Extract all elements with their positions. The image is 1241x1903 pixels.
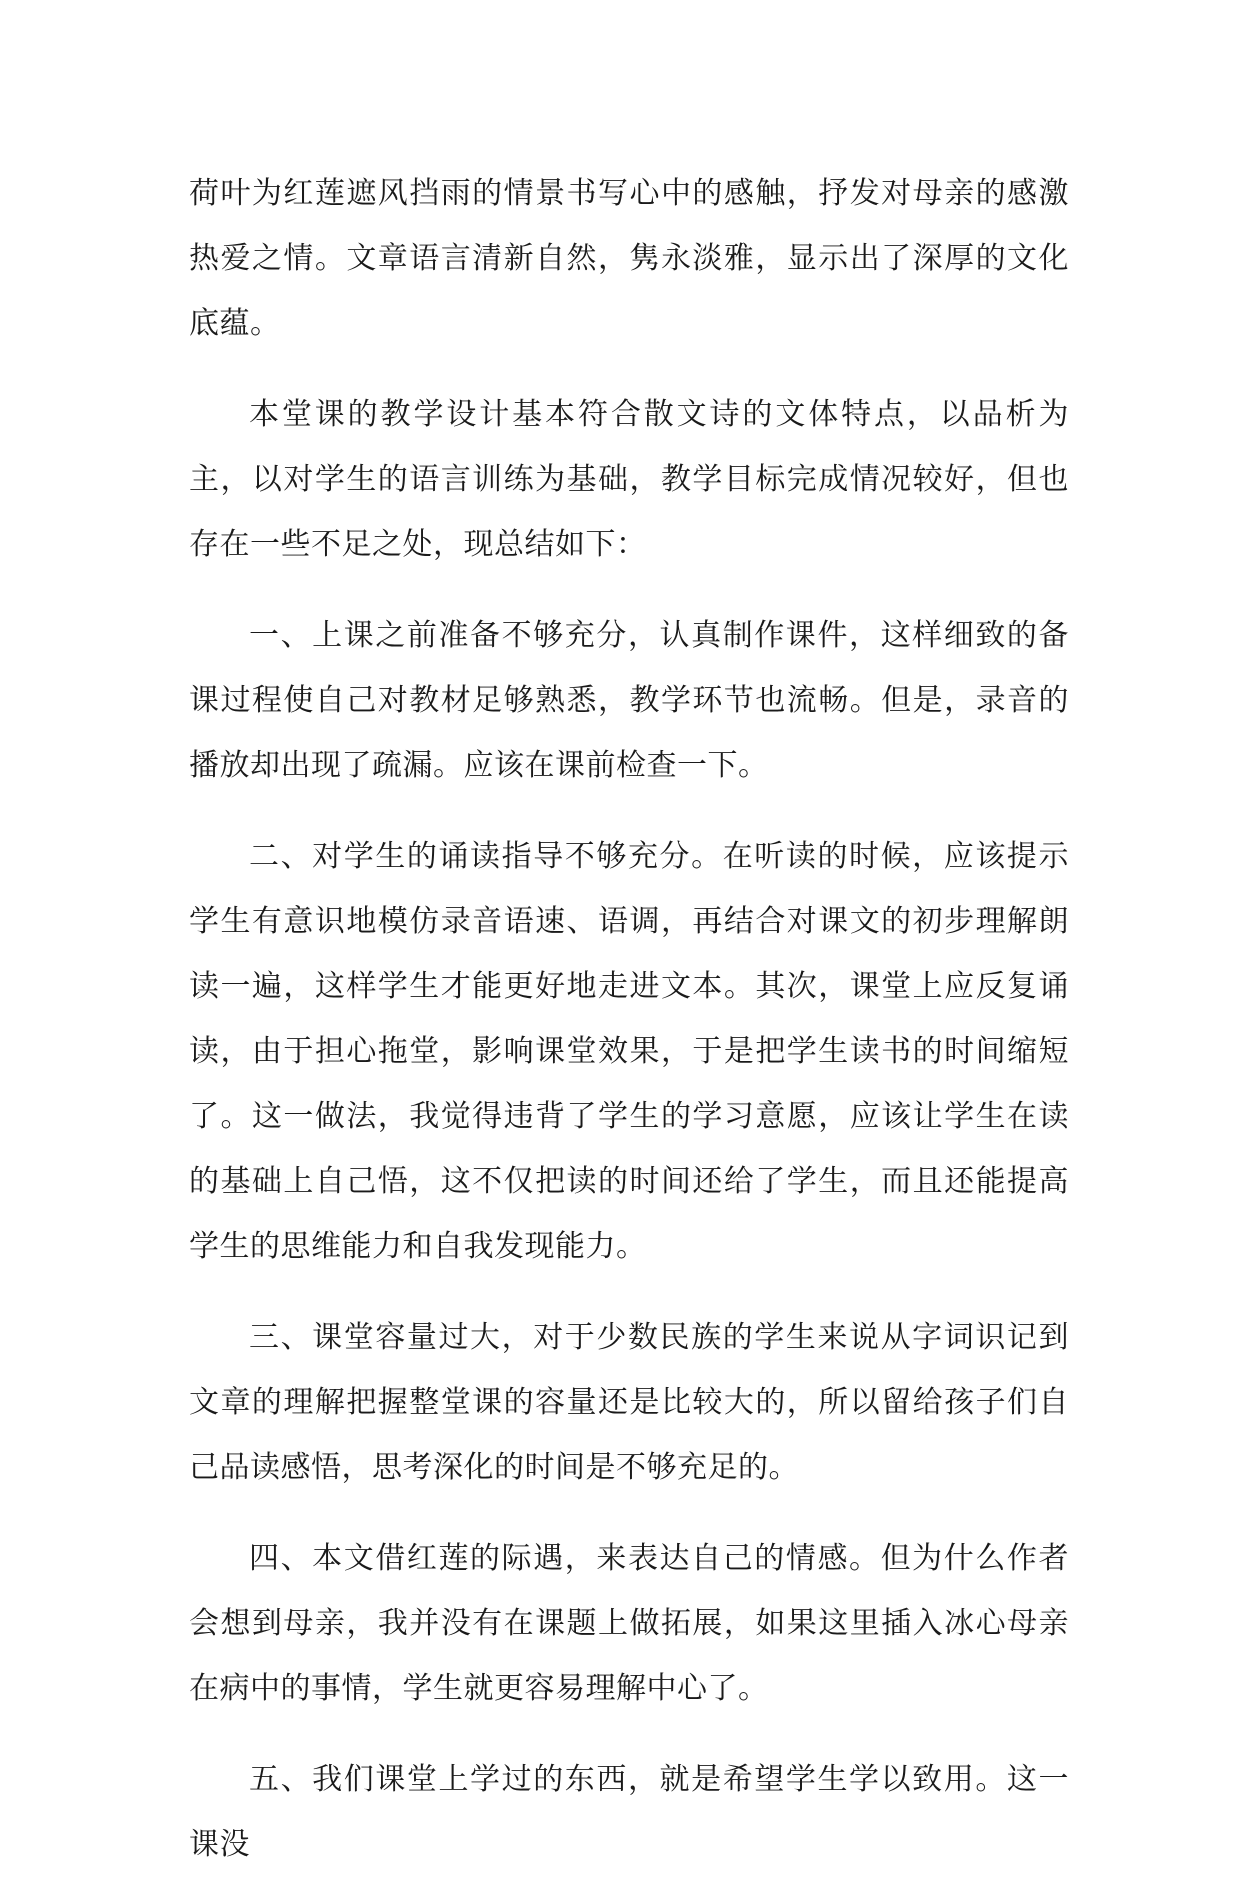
paragraph-point-4: 四、本文借红莲的际遇，来表达自己的情感。但为什么作者会想到母亲，我并没有在课题上做拓展，如果这里插入冰心母亲在病中的事情，学生就更容易理解中心了。: [189, 1541, 1069, 1706]
paragraph-continuation: 荷叶为红莲遮风挡雨的情景书写心中的感触，抒发对母亲的感激热爱之情。文章语言清新自然，隽永淡雅，显示出了深厚的文化底蕴。: [189, 176, 1069, 341]
paragraph-point-2: 二、对学生的诵读指导不够充分。在听读的时候，应该提示学生有意识地模仿录音语速、语调，再结合对课文的初步理解朗读一遍，这样学生才能更好地走进文本。其次，课堂上应反复诵读，由于担心拖堂，影响课堂效果，于是把学生读书的时间缩短了。这一做法，我觉得违背了学生的学习意愿，应该让学生在读的基础上自己悟，这不仅把读的时间还给了学生，而且还能提高学生的思维能力和自我发现能力。: [189, 839, 1069, 1264]
paragraph-intro: 本堂课的教学设计基本符合散文诗的文体特点，以品析为主，以对学生的语言训练为基础，教学目标完成情况较好，但也存在一些不足之处，现总结如下：: [189, 397, 1069, 562]
paragraph-point-1: 一、上课之前准备不够充分，认真制作课件，这样细致的备课过程使自己对教材足够熟悉，教学环节也流畅。但是，录音的播放却出现了疏漏。应该在课前检查一下。: [189, 618, 1069, 783]
paragraph-point-5: 五、我们课堂上学过的东西，就是希望学生学以致用。这一课没: [189, 1762, 1069, 1862]
paragraph-point-3: 三、课堂容量过大，对于少数民族的学生来说从字词识记到文章的理解把握整堂课的容量还是比较大的，所以留给孩子们自己品读感悟，思考深化的时间是不够充足的。: [189, 1320, 1069, 1485]
document-page: [189, 161, 1069, 1903]
